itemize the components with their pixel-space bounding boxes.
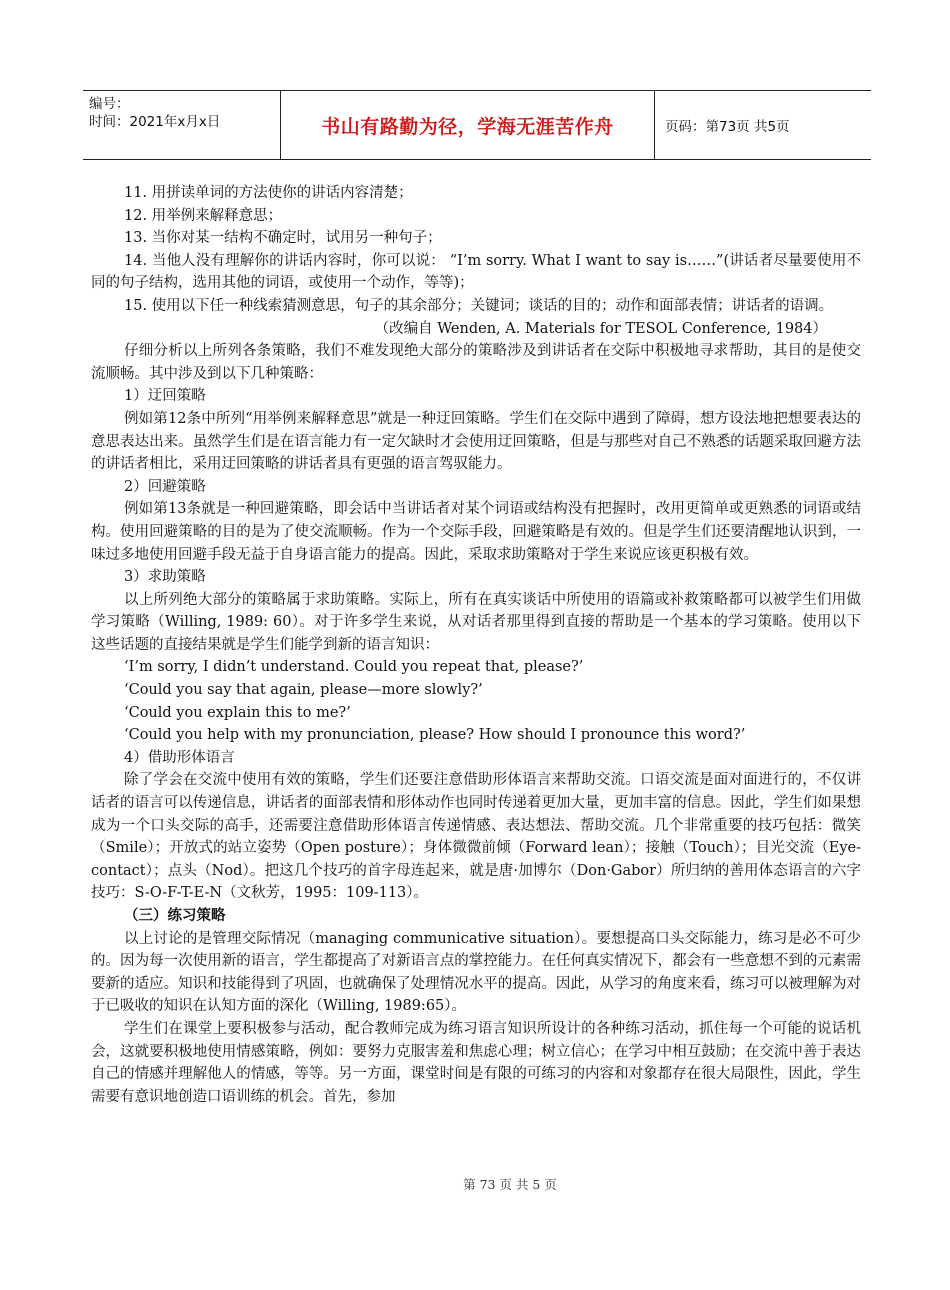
citation: （改编自 Wenden, A. Materials for TESOL Conference, 1984）	[374, 320, 827, 337]
heading-circumlocution: 1）迂回策略	[124, 388, 206, 405]
document-body	[91, 182, 861, 1108]
paragraph-avoidance: 例如第13条就是一种回避策略，即会话中当讲话者对某个词语或结构没有把握时，改用更简单或更熟悉的词语或结构。使用回避策略的目的是为了使交流顺畅。作为一个交际手段，回避策略是有效的。但是学生们还要清醒地认识到，一味过多地使用回避手段无益于自身语言能力的提高。因此，采取求助策略对于学生来说应该更积极有效。	[91, 501, 861, 563]
quote-line: ‘I’m sorry, I didn’t understand. Could you repeat that, please?’	[124, 659, 584, 676]
paragraph-circumlocution: 例如第12条中所列“用举例来解释意思”就是一种迂回策略。学生们在交际中遇到了障碍，想方设法地把想要表达的意思表达出来。虽然学生们是在语言能力有一定欠缺时才会使用迂回策略，但是与那些对自己不熟悉的话题采取回避方法的讲话者相比，采用迂回策略的讲话者具有更强的语言驾驭能力。	[91, 410, 861, 473]
quote-line: ‘Could you say that again, please—more slowly?’	[124, 682, 483, 699]
header-motto-cell	[281, 91, 655, 159]
number-label: 编号：	[89, 96, 130, 112]
heading-help-seeking: 3）求助策略	[124, 569, 206, 586]
page-info: 页码：第73页 共5页	[665, 119, 790, 135]
list-item-11: 11. 用拼读单词的方法使你的讲话内容清楚；	[124, 185, 413, 201]
quote-line: ‘Could you help with my pronunciation, please? How should I pronounce this word?’	[124, 727, 746, 744]
header-left-cell	[83, 91, 281, 159]
paragraph-analysis: 仔细分析以上所列各条策略，我们不难发现绝大部分的策略涉及到讲话者在交际中积极地寻求帮助，其目的是使交流顺畅。其中涉及到以下几种策略：	[91, 343, 861, 382]
list-item-15: 15. 使用以下任一种线索猜测意思，句子的其余部分；关键词；谈话的目的；动作和面部表情；讲话者的语调。	[124, 297, 834, 314]
paragraph-help-seeking: 以上所列绝大部分的策略属于求助策略。实际上，所有在真实谈话中所使用的语篇或补救策略都可以被学生们用做学习策略（Willing, 1989: 60）。对于许多学生来说，从对话者那里得到直接的帮助是一个基本的学习策略。使用以下这些话题的直接结果就是学生们能学到新的语言知识：	[91, 591, 861, 653]
heading-avoidance: 2）回避策略	[124, 478, 206, 495]
header-page-info-cell	[655, 91, 871, 159]
paragraph-body-language: 除了学会在交流中使用有效的策略，学生们还要注意借助形体语言来帮助交流。口语交流是面对面进行的，不仅讲话者的语言可以传递信息，讲话者的面部表情和形体动作也同时传递着更加大量，更加丰富的信息。因此，学生们如果想成为一个口头交际的高手，还需要注意借助形体语言传递情感、表达想法、帮助交流。几个非常重要的技巧包括：微笑（Smile）；开放式的站立姿势（Open posture）；身体微微前倾（Forward lean）；接触（Touch）；目光交流（Eye-contact）；点头（Nod）。把这几个技巧的首字母连起来，就是唐·加博尔（Don·Gabor）所归纳的善用体态语言的六字技巧：S-O-F-T-E-N（文秋芳，1995：109-113）。	[91, 772, 861, 902]
list-item-14: 14. 当他人没有理解你的讲话内容时，你可以说： “I’m sorry. What I want to say is……”(讲话者尽量要使用不同的句子结构，选用其他的词语，或使用一个动作，等等)；	[91, 252, 861, 292]
paragraph-classroom: 学生们在课堂上要积极参与活动，配合教师完成为练习语言知识所设计的各种练习活动，抓住每一个可能的说话机会，这就要积极地使用情感策略，例如：要努力克服害羞和焦虑心理；树立信心；在学习中相互鼓励；在交流中善于表达自己的情感并理解他人的情感，等等。另一方面，课堂时间是有限的可练习的内容和对象都存在很大局限性，因此，学生需要有意识地创造口语训练的机会。首先，参加	[91, 1020, 861, 1105]
page-header	[83, 90, 871, 160]
motto: 书山有路勤为径，学海无涯苦作舟	[321, 115, 614, 138]
heading-body-language: 4）借助形体语言	[124, 749, 235, 766]
list-item-13: 13. 当你对某一结构不确定时，试用另一种句子；	[124, 230, 442, 247]
quote-line: ‘Could you explain this to me?’	[124, 704, 351, 721]
page-footer: 第 73 页 共 5 页	[463, 1177, 557, 1192]
paragraph-practice: 以上讨论的是管理交际情况（managing communicative situation）。要想提高口头交际能力，练习是必不可少的。因为每一次使用新的语言，学生都提高了对新语言点的掌控能力。在任何真实情况下，都会有一些意想不到的元素需要新的适应。知识和技能得到了巩固，也就确保了处理情况水平的提高。因此，从学习的角度来看，练习可以被理解为对于已吸收的知识在认知方面的深化（Willing, 1989:65）。	[91, 930, 861, 1015]
date-label: 时间：2021年x月x日	[89, 114, 221, 130]
section-heading-practice: （三）练习策略	[124, 907, 226, 924]
list-item-12: 12. 用举例来解释意思；	[124, 207, 283, 224]
